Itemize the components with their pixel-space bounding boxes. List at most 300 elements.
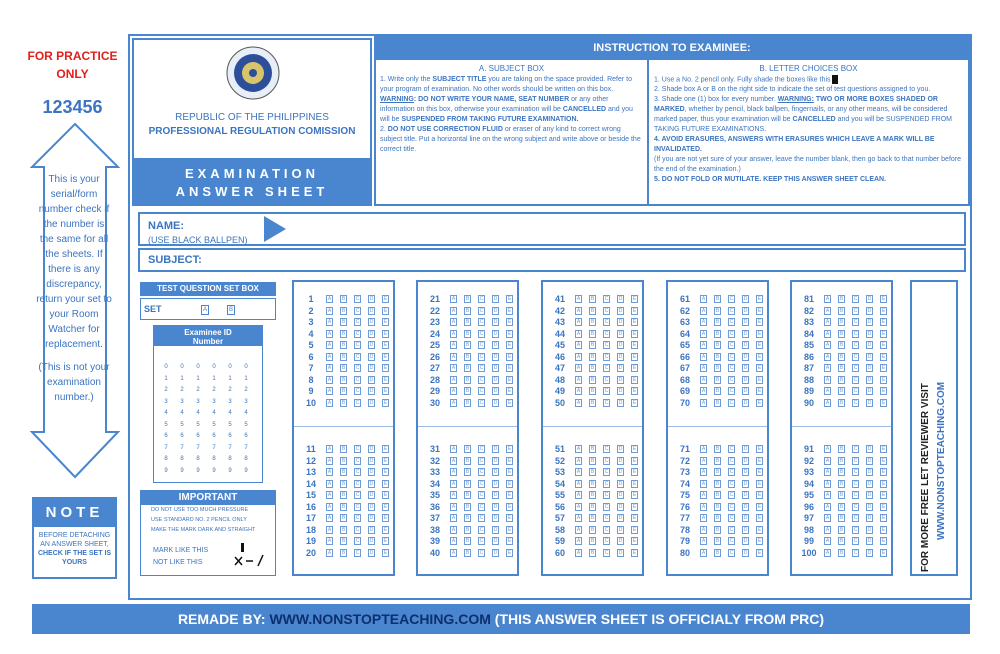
examinee-id-digit[interactable]: 9 (164, 467, 168, 474)
answer-bubble[interactable]: D (618, 526, 623, 533)
answer-bubble[interactable]: C (604, 549, 609, 556)
answer-bubble[interactable]: D (493, 526, 498, 533)
answer-bubble[interactable]: A (701, 469, 706, 475)
answer-bubble[interactable]: E (383, 319, 388, 325)
answer-bubble[interactable]: D (867, 330, 872, 337)
answer-bubble[interactable]: B (839, 307, 844, 314)
examinee-id-digit[interactable]: 5 (196, 421, 200, 428)
examinee-id-digit[interactable]: 9 (228, 467, 232, 474)
answer-bubble[interactable]: E (507, 365, 512, 371)
answer-bubble[interactable]: D (618, 388, 623, 394)
answer-bubble[interactable]: C (853, 319, 858, 325)
answer-bubble[interactable]: B (715, 503, 720, 510)
answer-bubble[interactable]: B (839, 515, 844, 521)
answer-bubble[interactable]: E (632, 503, 637, 510)
answer-bubble[interactable]: C (604, 399, 609, 406)
answer-bubble[interactable]: B (590, 526, 595, 533)
answer-bubble[interactable]: A (825, 296, 830, 302)
answer-bubble[interactable]: D (743, 365, 748, 371)
answer-bubble[interactable]: E (881, 526, 886, 533)
answer-bubble[interactable]: D (369, 457, 374, 464)
answer-bubble[interactable]: C (729, 469, 734, 475)
answer-bubble[interactable]: E (383, 469, 388, 475)
examinee-id-digit[interactable]: 4 (180, 410, 184, 416)
answer-bubble[interactable]: A (451, 526, 456, 533)
answer-bubble[interactable]: E (383, 538, 388, 544)
answer-bubble[interactable]: E (757, 307, 762, 314)
answer-bubble[interactable]: A (327, 446, 332, 452)
answer-bubble[interactable]: C (355, 503, 360, 510)
examinee-id-digit[interactable]: 8 (244, 456, 248, 462)
answer-bubble[interactable]: A (451, 469, 456, 475)
answer-bubble[interactable]: D (493, 353, 498, 360)
answer-bubble[interactable]: E (383, 307, 388, 314)
answer-bubble[interactable]: C (853, 446, 858, 452)
answer-bubble[interactable]: D (743, 526, 748, 533)
answer-bubble[interactable]: C (853, 296, 858, 302)
answer-bubble[interactable]: E (881, 457, 886, 464)
examinee-id-digit[interactable]: 9 (180, 467, 184, 474)
answer-bubble[interactable]: B (341, 503, 346, 510)
answer-bubble[interactable]: C (729, 399, 734, 406)
answer-bubble[interactable]: A (451, 296, 456, 302)
answer-bubble[interactable]: D (867, 457, 872, 464)
answer-bubble[interactable]: D (743, 296, 748, 302)
answer-bubble[interactable]: D (493, 307, 498, 314)
answer-bubble[interactable]: B (465, 342, 470, 348)
examinee-id-digit[interactable]: 4 (244, 410, 248, 416)
answer-bubble[interactable]: C (355, 365, 360, 371)
answer-bubble[interactable]: D (369, 515, 374, 521)
answer-bubble[interactable]: D (867, 365, 872, 371)
answer-bubble[interactable]: D (743, 549, 748, 556)
answer-bubble[interactable]: D (618, 342, 623, 348)
answer-bubble[interactable]: E (881, 399, 886, 406)
answer-bubble[interactable]: E (507, 319, 512, 325)
answer-bubble[interactable]: B (590, 469, 595, 475)
answer-bubble[interactable]: C (604, 538, 609, 544)
answer-bubble[interactable]: C (604, 296, 609, 302)
answer-bubble[interactable]: B (341, 526, 346, 533)
answer-bubble[interactable]: C (479, 376, 484, 383)
answer-bubble[interactable]: B (715, 526, 720, 533)
answer-bubble[interactable]: A (825, 342, 830, 348)
answer-bubble[interactable]: D (618, 353, 623, 360)
answer-bubble[interactable]: C (355, 526, 360, 533)
examinee-id-digit[interactable]: 2 (196, 387, 200, 393)
answer-bubble[interactable]: C (479, 538, 484, 544)
answer-bubble[interactable]: C (479, 446, 484, 452)
answer-bubble[interactable]: D (867, 503, 872, 510)
examinee-id-digit[interactable]: 7 (228, 444, 232, 451)
answer-bubble[interactable]: B (590, 307, 595, 314)
answer-bubble[interactable]: D (867, 526, 872, 533)
answer-bubble[interactable]: E (383, 549, 388, 556)
answer-bubble[interactable]: B (715, 342, 720, 348)
answer-bubble[interactable]: A (701, 319, 706, 325)
answer-bubble[interactable]: C (729, 365, 734, 371)
answer-bubble[interactable]: C (729, 538, 734, 544)
answer-bubble[interactable]: E (632, 480, 637, 487)
examinee-id-digit[interactable]: 0 (164, 364, 168, 370)
answer-bubble[interactable]: D (369, 480, 374, 487)
answer-bubble[interactable]: A (576, 330, 581, 337)
answer-bubble[interactable]: B (715, 319, 720, 325)
answer-bubble[interactable]: E (757, 515, 762, 521)
answer-bubble[interactable]: B (839, 353, 844, 360)
answer-bubble[interactable]: E (881, 296, 886, 302)
answer-bubble[interactable]: D (493, 319, 498, 325)
examinee-id-digit[interactable]: 8 (164, 456, 168, 462)
answer-bubble[interactable]: D (867, 342, 872, 348)
answer-bubble[interactable]: D (493, 376, 498, 383)
subject-field[interactable] (138, 248, 966, 272)
answer-bubble[interactable]: C (729, 342, 734, 348)
answer-bubble[interactable]: D (867, 388, 872, 394)
answer-bubble[interactable]: B (341, 342, 346, 348)
answer-bubble[interactable]: B (839, 296, 844, 302)
answer-bubble[interactable]: E (507, 353, 512, 360)
answer-bubble[interactable]: D (369, 365, 374, 371)
answer-bubble[interactable]: B (839, 342, 844, 348)
answer-bubble[interactable]: A (701, 342, 706, 348)
examinee-id-digit[interactable]: 0 (196, 364, 200, 370)
answer-bubble[interactable]: A (701, 353, 706, 360)
answer-bubble[interactable]: E (383, 492, 388, 498)
answer-bubble[interactable]: B (715, 307, 720, 314)
answer-bubble[interactable]: A (825, 365, 830, 371)
answer-bubble[interactable]: C (604, 446, 609, 452)
answer-bubble[interactable]: E (383, 526, 388, 533)
answer-bubble[interactable]: B (839, 549, 844, 556)
answer-bubble[interactable]: A (327, 526, 332, 533)
answer-bubble[interactable]: B (341, 457, 346, 464)
answer-bubble[interactable]: E (632, 365, 637, 371)
answer-bubble[interactable]: B (590, 353, 595, 360)
answer-bubble[interactable]: E (507, 480, 512, 487)
answer-bubble[interactable]: B (465, 388, 470, 394)
answer-bubble[interactable]: A (451, 538, 456, 544)
answer-bubble[interactable]: C (729, 307, 734, 314)
answer-bubble[interactable]: C (604, 319, 609, 325)
answer-bubble[interactable]: E (632, 538, 637, 544)
answer-bubble[interactable]: B (590, 342, 595, 348)
answer-bubble[interactable]: C (729, 549, 734, 556)
answer-bubble[interactable]: A (327, 515, 332, 521)
answer-bubble[interactable]: D (618, 457, 623, 464)
answer-bubble[interactable]: C (729, 296, 734, 302)
answer-bubble[interactable]: A (825, 399, 830, 406)
examinee-id-digit[interactable]: 0 (228, 364, 232, 370)
answer-bubble[interactable]: B (465, 376, 470, 383)
answer-bubble[interactable]: E (757, 365, 762, 371)
answer-bubble[interactable]: A (701, 549, 706, 556)
answer-bubble[interactable]: C (479, 342, 484, 348)
answer-bubble[interactable]: A (825, 469, 830, 475)
answer-bubble[interactable]: B (715, 353, 720, 360)
answer-bubble[interactable]: C (853, 526, 858, 533)
answer-bubble[interactable]: C (853, 492, 858, 498)
answer-bubble[interactable]: A (576, 365, 581, 371)
answer-bubble[interactable]: C (729, 376, 734, 383)
examinee-id-digit[interactable]: 5 (164, 421, 168, 428)
answer-bubble[interactable]: A (825, 319, 830, 325)
answer-bubble[interactable]: D (618, 399, 623, 406)
answer-bubble[interactable]: C (604, 353, 609, 360)
answer-bubble[interactable]: E (881, 319, 886, 325)
answer-bubble[interactable]: C (479, 492, 484, 498)
answer-bubble[interactable]: A (327, 469, 332, 475)
answer-bubble[interactable]: B (341, 480, 346, 487)
answer-bubble[interactable]: E (507, 457, 512, 464)
answer-bubble[interactable]: B (341, 296, 346, 302)
answer-bubble[interactable]: D (369, 330, 374, 337)
answer-bubble[interactable]: B (715, 388, 720, 394)
answer-bubble[interactable]: C (355, 342, 360, 348)
answer-bubble[interactable]: B (839, 538, 844, 544)
answer-bubble[interactable]: E (507, 399, 512, 406)
answer-bubble[interactable]: A (701, 330, 706, 337)
answer-bubble[interactable]: C (853, 376, 858, 383)
answer-bubble[interactable]: D (618, 296, 623, 302)
answer-bubble[interactable]: D (493, 399, 498, 406)
answer-bubble[interactable]: C (355, 480, 360, 487)
answer-bubble[interactable]: C (853, 307, 858, 314)
examinee-id-digit[interactable]: 2 (212, 387, 216, 393)
answer-bubble[interactable]: C (355, 515, 360, 521)
answer-bubble[interactable]: E (383, 457, 388, 464)
answer-bubble[interactable]: D (493, 538, 498, 544)
answer-bubble[interactable]: B (715, 515, 720, 521)
answer-bubble[interactable]: C (853, 469, 858, 475)
answer-bubble[interactable]: A (327, 296, 332, 302)
answer-bubble[interactable]: E (383, 503, 388, 510)
answer-bubble[interactable]: D (369, 446, 374, 452)
answer-bubble[interactable]: C (355, 330, 360, 337)
answer-bubble[interactable]: A (576, 353, 581, 360)
answer-bubble[interactable]: E (632, 469, 637, 475)
answer-bubble[interactable]: E (757, 469, 762, 475)
answer-bubble[interactable]: C (604, 492, 609, 498)
answer-bubble[interactable]: C (853, 480, 858, 487)
answer-bubble[interactable]: C (355, 388, 360, 394)
answer-bubble[interactable]: A (576, 388, 581, 394)
answer-bubble[interactable]: C (355, 538, 360, 544)
answer-bubble[interactable]: D (493, 480, 498, 487)
examinee-id-digit[interactable]: 9 (244, 467, 248, 474)
answer-bubble[interactable]: A (825, 353, 830, 360)
answer-bubble[interactable]: B (465, 296, 470, 302)
answer-bubble[interactable]: A (701, 515, 706, 521)
answer-bubble[interactable]: A (576, 503, 581, 510)
answer-bubble[interactable]: B (715, 538, 720, 544)
answer-bubble[interactable]: D (369, 353, 374, 360)
examinee-id-digit[interactable]: 2 (228, 387, 232, 393)
answer-bubble[interactable]: C (853, 515, 858, 521)
answer-bubble[interactable]: B (590, 330, 595, 337)
answer-bubble[interactable]: B (465, 399, 470, 406)
answer-bubble[interactable]: C (729, 319, 734, 325)
answer-bubble[interactable]: A (701, 365, 706, 371)
answer-bubble[interactable]: A (451, 503, 456, 510)
answer-bubble[interactable]: B (465, 353, 470, 360)
examinee-id-digit[interactable]: 9 (196, 467, 200, 474)
answer-bubble[interactable]: D (867, 469, 872, 475)
answer-bubble[interactable]: D (743, 492, 748, 498)
examinee-id-digit[interactable]: 8 (228, 456, 232, 462)
answer-bubble[interactable]: B (465, 330, 470, 337)
answer-bubble[interactable]: A (825, 330, 830, 337)
answer-bubble[interactable]: A (576, 457, 581, 464)
answer-bubble[interactable]: B (590, 492, 595, 498)
answer-bubble[interactable]: D (743, 319, 748, 325)
answer-bubble[interactable]: A (701, 388, 706, 394)
answer-bubble[interactable]: E (632, 399, 637, 406)
answer-bubble[interactable]: E (632, 492, 637, 498)
answer-bubble[interactable]: B (839, 492, 844, 498)
answer-bubble[interactable]: E (757, 330, 762, 337)
answer-bubble[interactable]: C (853, 457, 858, 464)
answer-bubble[interactable]: E (881, 376, 886, 383)
answer-bubble[interactable]: C (729, 515, 734, 521)
answer-bubble[interactable]: A (451, 457, 456, 464)
examinee-id-digit[interactable]: 1 (164, 375, 168, 382)
name-field[interactable] (138, 212, 966, 246)
answer-bubble[interactable]: D (867, 446, 872, 452)
answer-bubble[interactable]: D (369, 503, 374, 510)
answer-bubble[interactable]: B (715, 492, 720, 498)
answer-bubble[interactable]: C (479, 480, 484, 487)
examinee-id-digit[interactable]: 5 (180, 421, 184, 428)
answer-bubble[interactable]: B (465, 515, 470, 521)
answer-bubble[interactable]: E (757, 376, 762, 383)
answer-bubble[interactable]: E (507, 296, 512, 302)
examinee-id-digit[interactable]: 5 (212, 421, 216, 428)
examinee-id-digit[interactable]: 1 (228, 375, 232, 382)
answer-bubble[interactable]: E (757, 457, 762, 464)
answer-bubble[interactable]: C (604, 388, 609, 394)
answer-bubble[interactable]: B (341, 365, 346, 371)
answer-bubble[interactable]: D (743, 342, 748, 348)
answer-bubble[interactable]: C (729, 526, 734, 533)
answer-bubble[interactable]: C (604, 365, 609, 371)
answer-bubble[interactable]: A (576, 538, 581, 544)
answer-bubble[interactable]: A (701, 296, 706, 302)
answer-bubble[interactable]: C (355, 376, 360, 383)
answer-bubble[interactable]: C (729, 330, 734, 337)
answer-bubble[interactable]: B (341, 538, 346, 544)
answer-bubble[interactable]: A (701, 480, 706, 487)
answer-bubble[interactable]: D (369, 376, 374, 383)
answer-bubble[interactable]: E (757, 296, 762, 302)
answer-bubble[interactable]: E (507, 492, 512, 498)
answer-bubble[interactable]: B (590, 480, 595, 487)
answer-bubble[interactable]: D (369, 388, 374, 394)
answer-bubble[interactable]: C (604, 307, 609, 314)
answer-bubble[interactable]: B (590, 503, 595, 510)
answer-bubble[interactable]: B (839, 526, 844, 533)
examinee-id-digit[interactable]: 1 (212, 375, 216, 382)
answer-bubble[interactable]: A (576, 319, 581, 325)
answer-bubble[interactable]: D (618, 446, 623, 452)
answer-bubble[interactable]: B (341, 319, 346, 325)
answer-bubble[interactable]: B (590, 319, 595, 325)
answer-bubble[interactable]: B (341, 307, 346, 314)
answer-bubble[interactable]: E (507, 503, 512, 510)
answer-bubble[interactable]: D (493, 503, 498, 510)
answer-bubble[interactable]: E (632, 307, 637, 314)
answer-bubble[interactable]: A (701, 399, 706, 406)
answer-bubble[interactable]: E (507, 526, 512, 533)
answer-bubble[interactable]: C (479, 399, 484, 406)
answer-bubble[interactable]: D (493, 549, 498, 556)
answer-bubble[interactable]: B (465, 469, 470, 475)
answer-bubble[interactable]: A (576, 469, 581, 475)
answer-bubble[interactable]: D (493, 515, 498, 521)
answer-bubble[interactable]: A (451, 480, 456, 487)
answer-bubble[interactable]: A (327, 388, 332, 394)
answer-bubble[interactable]: E (757, 492, 762, 498)
answer-bubble[interactable]: D (743, 457, 748, 464)
answer-bubble[interactable]: E (383, 353, 388, 360)
answer-bubble[interactable]: D (493, 365, 498, 371)
answer-bubble[interactable]: B (590, 296, 595, 302)
footer-url[interactable]: WWW.NONSTOPTEACHING.COM (269, 611, 491, 627)
answer-bubble[interactable]: D (369, 526, 374, 533)
answer-bubble[interactable]: D (493, 469, 498, 475)
answer-bubble[interactable]: C (355, 492, 360, 498)
answer-bubble[interactable]: B (341, 388, 346, 394)
answer-bubble[interactable]: E (881, 515, 886, 521)
answer-bubble[interactable]: E (507, 446, 512, 452)
answer-bubble[interactable]: D (369, 469, 374, 475)
answer-bubble[interactable]: A (451, 549, 456, 556)
answer-bubble[interactable]: E (632, 296, 637, 302)
answer-bubble[interactable]: B (839, 388, 844, 394)
answer-bubble[interactable]: A (825, 446, 830, 452)
answer-bubble[interactable]: C (604, 342, 609, 348)
answer-bubble[interactable]: D (493, 388, 498, 394)
answer-bubble[interactable]: D (743, 503, 748, 510)
answer-bubble[interactable]: D (493, 296, 498, 302)
answer-bubble[interactable]: C (479, 549, 484, 556)
examinee-id-digit[interactable]: 3 (180, 398, 184, 405)
answer-bubble[interactable]: D (743, 388, 748, 394)
answer-bubble[interactable]: E (757, 319, 762, 325)
answer-bubble[interactable]: E (632, 342, 637, 348)
answer-bubble[interactable]: C (853, 342, 858, 348)
answer-bubble[interactable]: E (881, 353, 886, 360)
answer-bubble[interactable]: A (451, 446, 456, 452)
answer-bubble[interactable]: B (465, 319, 470, 325)
examinee-id-digit[interactable]: 3 (196, 398, 200, 405)
answer-bubble[interactable]: E (632, 319, 637, 325)
answer-bubble[interactable]: A (327, 353, 332, 360)
answer-bubble[interactable]: C (853, 365, 858, 371)
answer-bubble[interactable]: B (839, 376, 844, 383)
answer-bubble[interactable]: A (701, 538, 706, 544)
answer-bubble[interactable]: D (493, 492, 498, 498)
answer-bubble[interactable]: A (576, 480, 581, 487)
answer-bubble[interactable]: D (743, 538, 748, 544)
answer-bubble[interactable]: A (701, 307, 706, 314)
answer-bubble[interactable]: B (839, 399, 844, 406)
answer-bubble[interactable]: E (383, 515, 388, 521)
answer-bubble[interactable]: A (327, 342, 332, 348)
answer-bubble[interactable]: D (867, 538, 872, 544)
answer-bubble[interactable]: A (701, 376, 706, 383)
answer-bubble[interactable]: B (839, 503, 844, 510)
